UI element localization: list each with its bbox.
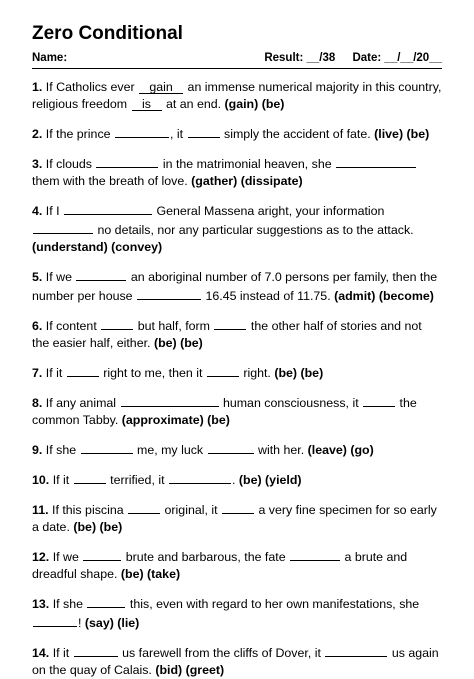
question-14: 14. If it us farewell from the cliffs of Dover, it us again on the quay of Calais. (bid) (greet) xyxy=(32,643,442,679)
header-row xyxy=(32,52,442,64)
verb-hint: (approximate) (be) xyxy=(121,413,230,427)
answer-blank[interactable] xyxy=(67,363,99,377)
question-9: 9. If she me, my luck with her. (leave) (go) xyxy=(32,440,442,459)
question-number: 3. xyxy=(32,157,43,171)
question-number: 6. xyxy=(32,319,43,333)
answer-blank[interactable] xyxy=(81,440,133,454)
question-number: 4. xyxy=(32,204,43,218)
answer-blank[interactable] xyxy=(336,154,416,168)
answer-blank[interactable] xyxy=(76,267,126,281)
header-divider xyxy=(32,68,442,69)
answer-blank[interactable] xyxy=(188,124,220,138)
question-number: 13. xyxy=(32,597,50,611)
question-number: 14. xyxy=(32,646,50,660)
page-title: Zero Conditional xyxy=(32,23,183,44)
verb-hint: (gather) (dissipate) xyxy=(191,174,303,188)
verb-hint: (leave) (go) xyxy=(307,443,374,457)
verb-hint: (be) (take) xyxy=(120,567,181,581)
question-number: 11. xyxy=(32,503,49,517)
answer-blank[interactable]: is xyxy=(132,98,162,111)
verb-hint: (understand) (convey) xyxy=(32,240,163,254)
answer-blank[interactable] xyxy=(33,613,77,627)
question-6: 6. If content but half, form the other half of stories and not the easier half, either. (be) (be) xyxy=(32,316,442,352)
answer-blank[interactable]: gain xyxy=(139,81,183,94)
question-number: 2. xyxy=(32,127,43,141)
answer-blank[interactable] xyxy=(83,547,121,561)
answer-blank[interactable] xyxy=(121,393,219,407)
answer-blank[interactable] xyxy=(137,286,201,300)
answer-blank[interactable] xyxy=(64,201,152,215)
answer-blank[interactable] xyxy=(101,316,133,330)
question-2: 2. If the prince , it simply the accident of fate. (live) (be) xyxy=(32,124,442,143)
verb-hint: (be) (be) xyxy=(153,336,203,350)
question-4: 4. If I General Massena aright, your information no details, nor any particular suggestions as to the attack. (understand) (convey) xyxy=(32,201,442,256)
verb-hint: (say) (lie) xyxy=(84,616,140,630)
verb-hint: (live) (be) xyxy=(374,127,430,141)
question-12: 12. If we brute and barbarous, the fate a brute and dreadful shape. (be) (take) xyxy=(32,547,442,583)
question-number: 7. xyxy=(32,366,43,380)
question-1: 1. If Catholics ever gain an immense numerical majority in this country, religious freedom is at an end. (gain) (be) xyxy=(32,80,442,111)
answer-blank[interactable] xyxy=(214,316,246,330)
verb-hint: (be) (be) xyxy=(73,520,123,534)
result-label: Result: __/38 xyxy=(264,52,336,64)
question-5: 5. If we an aboriginal number of 7.0 persons per family, then the number per house 16.45 instead of 11.75. (admit) (become) xyxy=(32,267,442,305)
question-number: 10. xyxy=(32,473,50,487)
question-13: 13. If she this, even with regard to her own manifestations, she ! (say) (lie) xyxy=(32,594,442,632)
question-8: 8. If any animal human consciousness, it the common Tabby. (approximate) (be) xyxy=(32,393,442,429)
verb-hint: (admit) (become) xyxy=(334,289,434,303)
question-number: 5. xyxy=(32,270,43,284)
verb-hint: (bid) (greet) xyxy=(155,663,225,677)
name-label: Name: xyxy=(32,52,68,64)
answer-blank[interactable] xyxy=(325,643,387,657)
verb-hint: (be) (be) xyxy=(274,366,324,380)
question-10: 10. If it terrified, it . (be) (yield) xyxy=(32,470,442,489)
question-number: 9. xyxy=(32,443,43,457)
verb-hint: (be) (yield) xyxy=(238,473,302,487)
answer-blank[interactable] xyxy=(33,220,93,234)
question-number: 8. xyxy=(32,396,43,410)
answer-blank[interactable] xyxy=(208,440,254,454)
verb-hint: (gain) (be) xyxy=(224,97,285,111)
date-label: Date: __/__/20__ xyxy=(352,52,442,64)
question-3: 3. If clouds in the matrimonial heaven, she them with the breath of love. (gather) (dissipate) xyxy=(32,154,442,190)
question-7: 7. If it right to me, then it right. (be) (be) xyxy=(32,363,442,382)
answer-blank[interactable] xyxy=(169,470,231,484)
answer-blank[interactable] xyxy=(96,154,158,168)
answer-blank[interactable] xyxy=(128,500,160,514)
question-number: 12. xyxy=(32,550,50,564)
answer-blank[interactable] xyxy=(115,124,169,138)
answer-blank[interactable] xyxy=(363,393,395,407)
answer-blank[interactable] xyxy=(74,643,118,657)
answer-blank[interactable] xyxy=(207,363,239,377)
question-11: 11. If this piscina original, it a very fine specimen for so early a date. (be) (be) xyxy=(32,500,442,536)
answer-blank[interactable] xyxy=(74,470,106,484)
answer-blank[interactable] xyxy=(290,547,340,561)
question-number: 1. xyxy=(32,80,43,94)
answer-blank[interactable] xyxy=(87,594,125,608)
answer-blank[interactable] xyxy=(222,500,254,514)
